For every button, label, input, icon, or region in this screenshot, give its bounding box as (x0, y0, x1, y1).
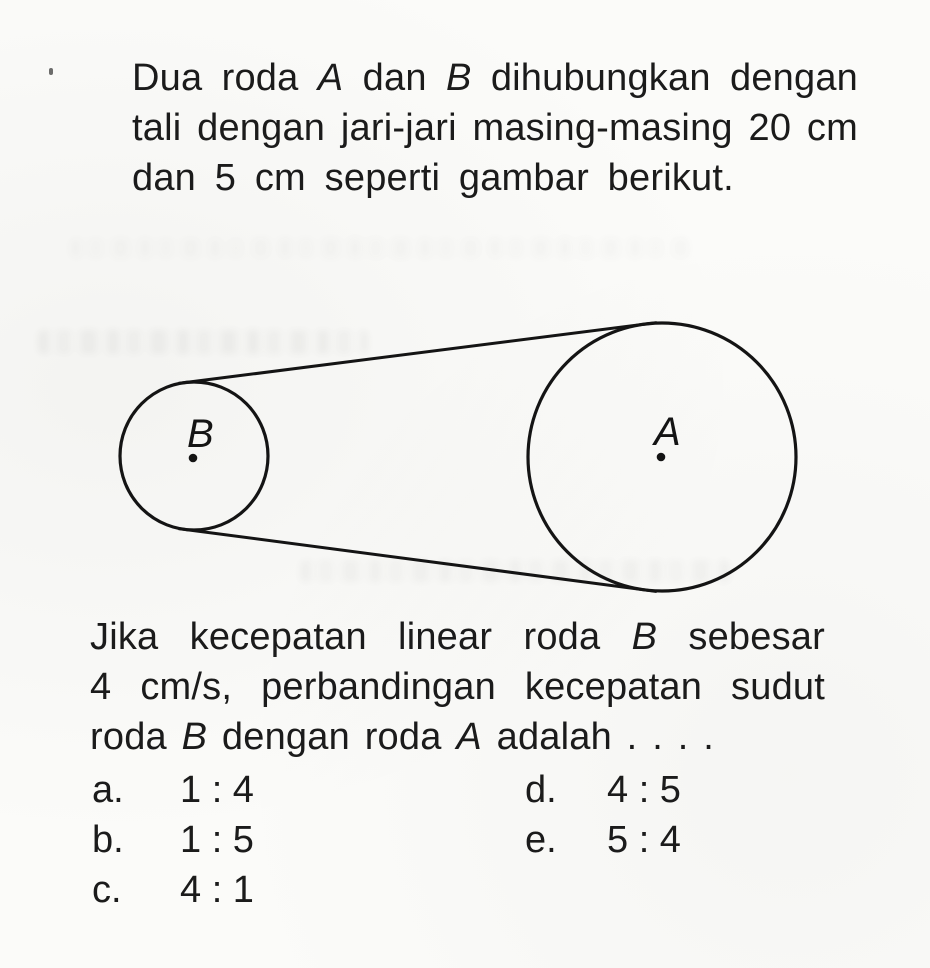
statement-text: dihubungkan dengan (471, 57, 858, 99)
question-line-3 (90, 712, 825, 762)
wheel-a-label: A (654, 410, 681, 454)
answer-option-d (525, 765, 681, 815)
statement-line-3: dan 5 cm seperti gambar berikut. (132, 157, 734, 199)
option-letter: d. (525, 769, 557, 811)
option-value: 4 : 5 (607, 769, 681, 811)
wheel-a-variable: A (317, 57, 344, 99)
belt-top-line (179, 323, 657, 384)
wheel-b-variable: B (445, 57, 472, 99)
wheel-b-label: B (187, 412, 214, 456)
wheel-a-variable: A (456, 716, 482, 758)
statement-text: dan (343, 57, 446, 99)
question-text: sebesar (657, 616, 825, 658)
option-letter: e. (525, 819, 557, 861)
option-letter: a. (92, 769, 124, 811)
answer-option-e (525, 815, 681, 865)
question-statement (90, 612, 825, 762)
option-value: 5 : 4 (607, 819, 681, 861)
question-text: adalah . . . . (481, 716, 714, 758)
option-letter: c. (92, 869, 122, 911)
answer-options-left-column (92, 765, 254, 915)
option-value: 1 : 4 (180, 769, 254, 811)
belt-bottom-line (179, 529, 657, 592)
option-letter: b. (92, 819, 124, 861)
wheel-b-variable: B (181, 716, 208, 758)
answer-option-c (92, 865, 254, 915)
question-line-2: 4 cm/s, perbandingan kecepatan sudut (90, 666, 825, 708)
option-value: 4 : 1 (180, 869, 254, 911)
option-value: 1 : 5 (180, 819, 254, 861)
answer-options-right-column (525, 765, 681, 865)
statement-text: Dua roda (132, 57, 318, 99)
question-line-1 (90, 612, 825, 662)
wheel-b-variable: B (631, 616, 658, 658)
question-text: dengan roda (207, 716, 457, 758)
answer-option-b (92, 815, 254, 865)
answer-option-a (92, 765, 254, 815)
statement-line-2: tali dengan jari-jari masing-masing 20 cm (132, 107, 858, 149)
question-text: roda (90, 716, 182, 758)
question-text: Jika kecepatan linear roda (90, 616, 632, 658)
